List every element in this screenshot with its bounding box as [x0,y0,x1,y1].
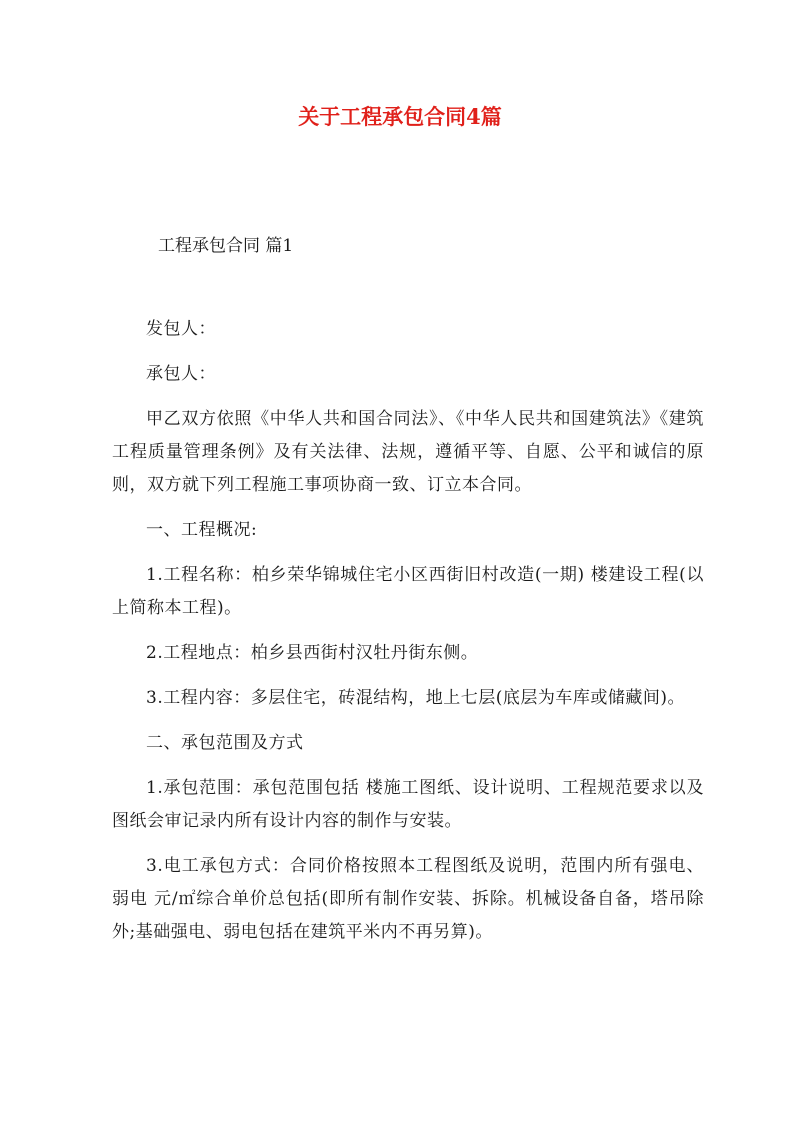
paragraph-preamble: 甲乙双方依照《中华人共和国合同法》、《中华人民共和国建筑法》《建筑工程质量管理条例》及有关法律、法规，遵循平等、自愿、公平和诚信的原则，双方就下列工程施工事项协商一致、订立本合同。 [112,409,704,495]
paragraph-clause-heading: 一、工程概况: [146,520,258,540]
paragraph-clause-heading: 二、承包范围及方式 [146,733,304,753]
paragraph-electrical-method: 3.电工承包方式：合同价格按照本工程图纸及说明，范围内所有强电、弱电 元/㎡综合单价总包括(即所有制作安装、拆除。机械设备自备，塔吊除外;基础强电、弱电包括在建筑平米内不再另算)。 [112,856,704,942]
paragraph-scope: 1.承包范围：承包范围包括 楼施工图纸、设计说明、工程规范要求以及图纸会审记录内所有设计内容的制作与安装。 [112,778,704,831]
document-body [112,313,704,961]
document-title: 关于工程承包合同4篇 [298,104,502,129]
paragraph-project-content: 3.工程内容：多层住宅，砖混结构，地上七层(底层为车库或储藏间)。 [146,688,685,708]
paragraph-employer: 发包人： [146,319,216,339]
paragraph-project-name: 1.工程名称：柏乡荣华锦城住宅小区西街旧村改造(一期) 楼建设工程(以上简称本工程)。 [112,565,704,618]
paragraph-contractor: 承包人： [146,364,216,384]
paragraph-project-location: 2.工程地点：柏乡县西街村汉牡丹街东侧。 [146,643,479,663]
section-heading: 工程承包合同 篇1 [158,236,294,256]
